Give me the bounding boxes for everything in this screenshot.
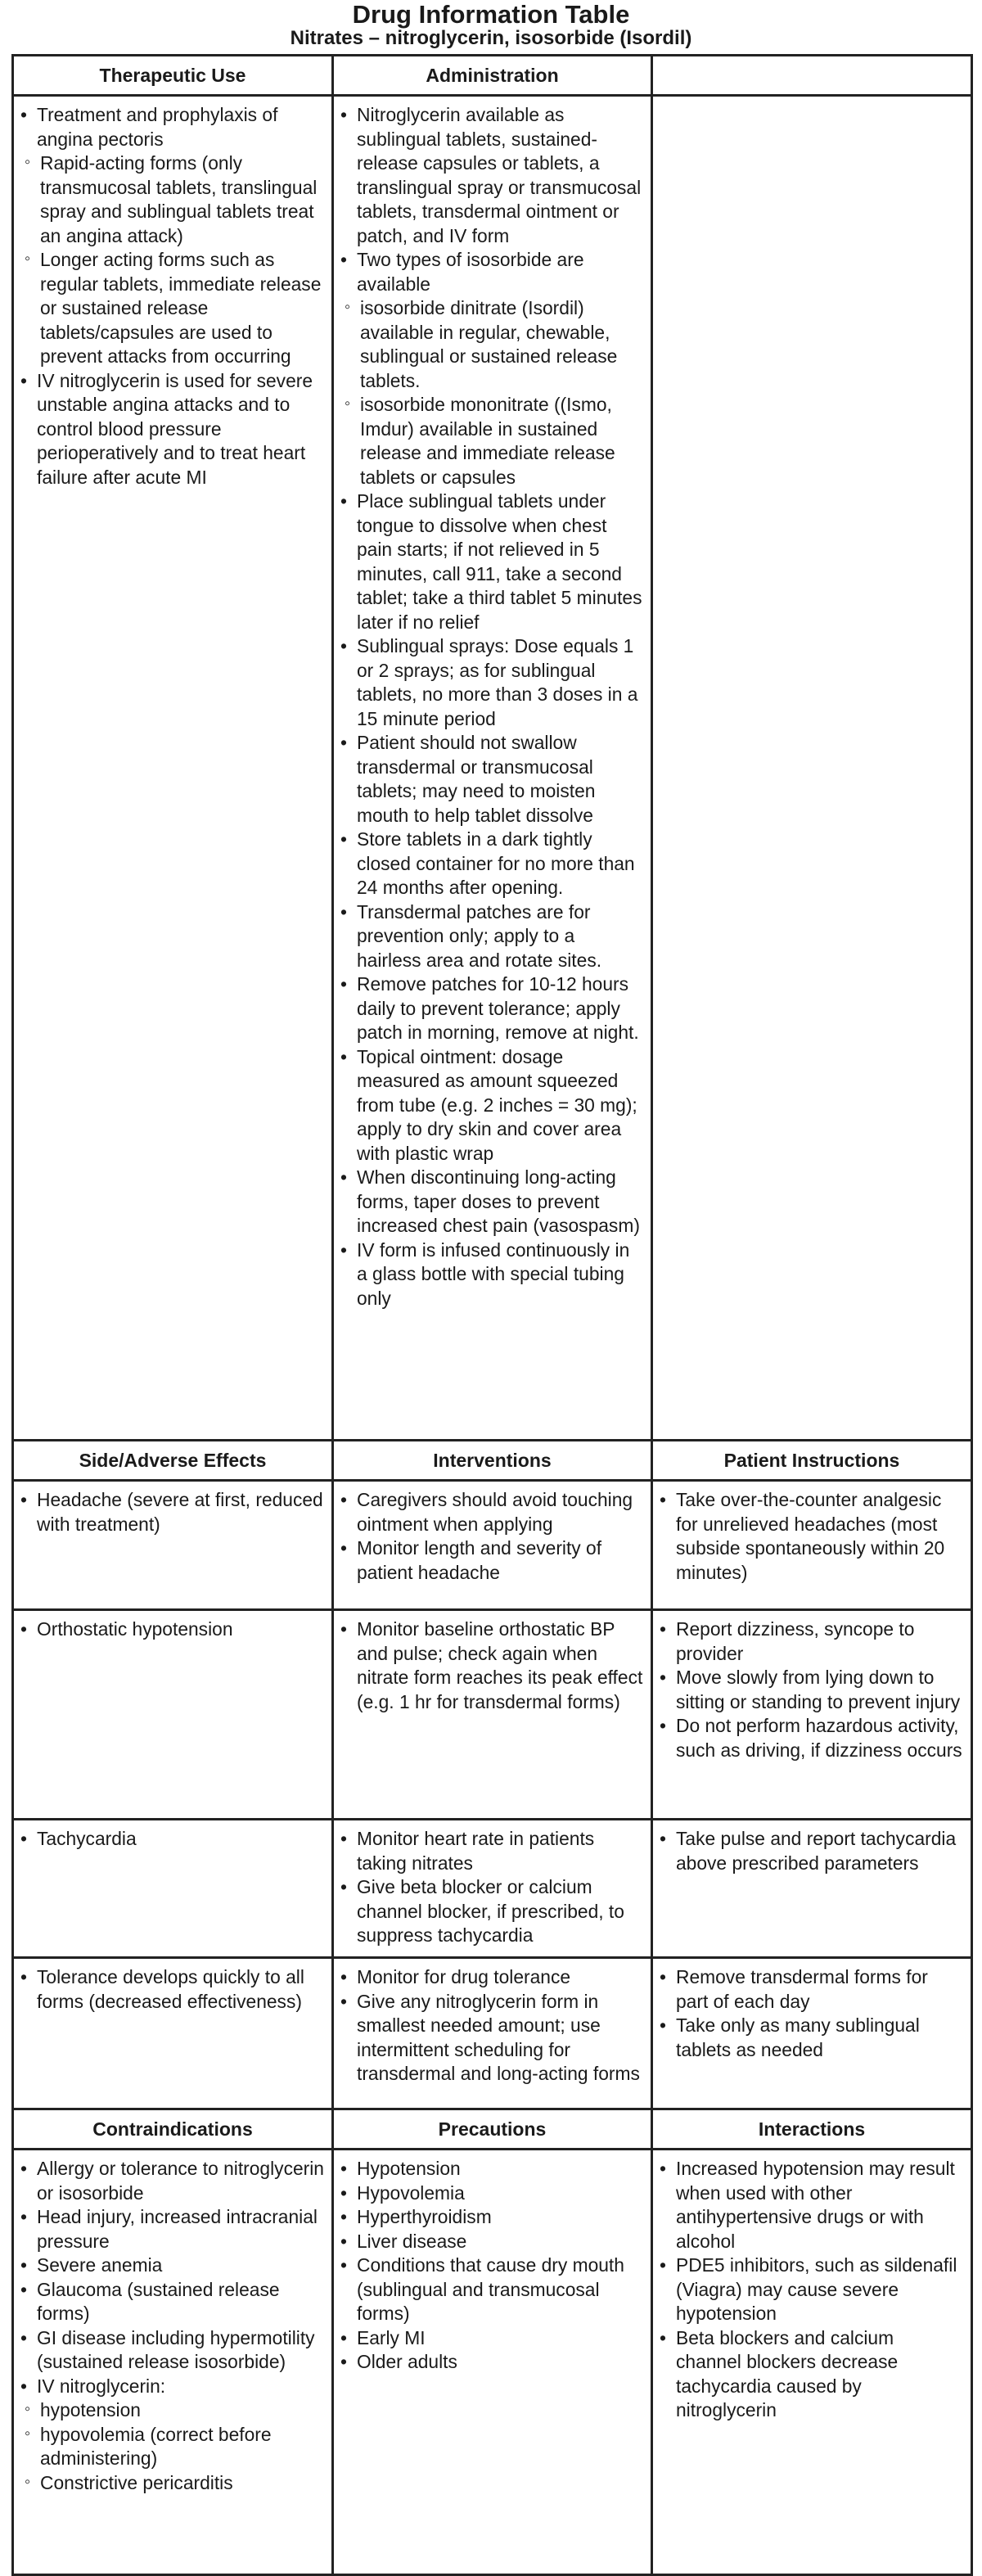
table-cell [13,1820,333,1958]
table-cell [333,1958,652,2109]
table-cell [652,1820,972,1958]
table-cell [13,1481,333,1610]
column-header: Side/Adverse Effects [13,1441,333,1481]
bullet-item: • IV nitroglycerin: [20,2375,325,2399]
table-row [13,2150,972,2575]
table-row [13,1820,972,1958]
column-header: Therapeutic Use [13,56,333,96]
table-body [13,56,972,2575]
bullet-item: • Severe anemia [20,2253,325,2278]
bullet-item: • Give beta blocker or calcium channel blocker, if prescribed, to suppress tachycardia [340,1875,644,1948]
bullet-item: • Hypovolemia [340,2181,644,2206]
header-row [13,56,972,96]
header-row [13,2109,972,2150]
table-row [13,1610,972,1820]
sub-bullet-item: ◦ isosorbide mononitrate ((Ismo, Imdur) available in sustained release and immediate release tablets or capsules [340,393,644,489]
bullet-item: • Beta blockers and calcium channel blockers decrease tachycardia caused by nitroglycerin [660,2326,964,2423]
bullet-list [660,2157,964,2423]
bullet-item: • Remove patches for 10-12 hours daily to prevent tolerance; apply patch in morning, remove at night. [340,972,644,1045]
table-row [13,1481,972,1610]
table-cell [652,1958,972,2109]
table-cell [13,96,333,1441]
bullet-list [20,1965,325,2014]
table-cell [333,96,652,1441]
bullet-list [20,103,325,489]
bullet-list [660,1617,964,1762]
column-header [652,56,972,96]
bullet-item: • Place sublingual tablets under tongue to dissolve when chest pain starts; if not relieved in 5 minutes, call 911, take a second tablet; take a third tablet 5 minutes later if no relief [340,489,644,634]
bullet-item: • Take over-the-counter analgesic for unrelieved headaches (most subside spontaneously within 20 minutes) [660,1488,964,1585]
header-row [13,1441,972,1481]
bullet-item: • Patient should not swallow transdermal or transmucosal tablets; may need to moisten mouth to help tablet dissolve [340,731,644,828]
bullet-item: • PDE5 inhibitors, such as sildenafil (Viagra) may cause severe hypotension [660,2253,964,2326]
column-header: Precautions [333,2109,652,2150]
bullet-item: • Liver disease [340,2230,644,2254]
bullet-list [340,103,644,1311]
column-header: Patient Instructions [652,1441,972,1481]
bullet-item: • Give any nitroglycerin form in smallest needed amount; use intermittent scheduling for transdermal and long-acting forms [340,1990,644,2087]
bullet-list [20,1488,325,1536]
bullet-item: • Glaucoma (sustained release forms) [20,2278,325,2326]
sub-bullet-item: ◦ isosorbide dinitrate (Isordil) available in regular, chewable, sublingual or sustained release tablets. [340,296,644,393]
bullet-list [340,1617,644,1714]
bullet-item: • Store tablets in a dark tightly closed container for no more than 24 months after opening. [340,828,644,900]
bullet-item: • Monitor baseline orthostatic BP and pulse; check again when nitrate form reaches its peak effect (e.g. 1 hr for transdermal forms) [340,1617,644,1714]
table-row [13,96,972,1441]
page-subtitle: Nitrates – nitroglycerin, isosorbide (Isordil) [290,27,692,49]
bullet-item: • IV form is infused continuously in a glass bottle with special tubing only [340,1238,644,1311]
bullet-item: • Older adults [340,2350,644,2375]
table-cell [333,2150,652,2575]
bullet-list [340,2157,644,2375]
table-cell [13,1958,333,2109]
bullet-item: • IV nitroglycerin is used for severe unstable angina attacks and to control blood pressure perioperatively and to treat heart failure after acute MI [20,369,325,490]
bullet-item: • Sublingual sprays: Dose equals 1 or 2 sprays; as for sublingual tablets, no more than 3 doses in a 15 minute period [340,634,644,731]
table-cell [333,1481,652,1610]
bullet-item: • Headache (severe at first, reduced with treatment) [20,1488,325,1536]
bullet-item: • Tachycardia [20,1827,325,1852]
bullet-item: • Two types of isosorbide are available [340,248,644,296]
bullet-list [340,1827,644,1948]
table-cell [333,1610,652,1820]
bullet-list [660,1965,964,2062]
table-row [13,1958,972,2109]
bullet-item: • Monitor for drug tolerance [340,1965,644,1990]
table-cell [652,96,972,1441]
sub-bullet-item: ◦ hypovolemia (correct before administering) [20,2423,325,2471]
bullet-item: • Do not perform hazardous activity, such as driving, if dizziness occurs [660,1714,964,1762]
column-header: Interventions [333,1441,652,1481]
table-cell [652,2150,972,2575]
sub-bullet-item: ◦ Constrictive pericarditis [20,2471,325,2496]
sub-bullet-item: ◦ Longer acting forms such as regular tablets, immediate release or sustained release tablets/capsules are used to prevent attacks from occurring [20,248,325,369]
bullet-item: • Allergy or tolerance to nitroglycerin or isosorbide [20,2157,325,2205]
column-header: Contraindications [13,2109,333,2150]
bullet-list [20,1617,325,1642]
bullet-item: • Caregivers should avoid touching ointment when applying [340,1488,644,1536]
bullet-item: • Tolerance develops quickly to all forms (decreased effectiveness) [20,1965,325,2014]
bullet-item: • Monitor heart rate in patients taking nitrates [340,1827,644,1875]
bullet-item: • When discontinuing long-acting forms, taper doses to prevent increased chest pain (vasospasm) [340,1166,644,1238]
bullet-list [20,1827,325,1852]
bullet-item: • Monitor length and severity of patient headache [340,1536,644,1585]
bullet-item: • Take pulse and report tachycardia above prescribed parameters [660,1827,964,1875]
bullet-list [660,1827,964,1875]
sub-bullet-item: ◦ Rapid-acting forms (only transmucosal tablets, translingual spray and sublingual tablets treat an angina attack) [20,151,325,248]
bullet-item: • Nitroglycerin available as sublingual tablets, sustained-release capsules or tablets, a translingual spray or transmucosal tablets, transdermal ointment or patch, and IV form [340,103,644,248]
column-header: Interactions [652,2109,972,2150]
bullet-item: • Report dizziness, syncope to provider [660,1617,964,1666]
column-header: Administration [333,56,652,96]
bullet-item: • Topical ointment: dosage measured as amount squeezed from tube (e.g. 2 inches = 30 mg); apply to dry skin and cover area with plastic wrap [340,1045,644,1166]
bullet-item: • Transdermal patches are for prevention only; apply to a hairless area and rotate sites. [340,900,644,973]
bullet-item: • Orthostatic hypotension [20,1617,325,1642]
table-cell [652,1481,972,1610]
drug-info-table [11,54,973,2576]
page-title: Drug Information Table [352,0,630,29]
bullet-item: • Early MI [340,2326,644,2351]
bullet-item: • Increased hypotension may result when used with other antihypertensive drugs or with alcohol [660,2157,964,2253]
table-cell [13,1610,333,1820]
bullet-item: • Hypotension [340,2157,644,2181]
bullet-list [20,2157,325,2495]
bullet-list [340,1965,644,2087]
bullet-item: • Remove transdermal forms for part of each day [660,1965,964,2014]
bullet-item: • Move slowly from lying down to sitting or standing to prevent injury [660,1666,964,1714]
sub-bullet-item: ◦ hypotension [20,2398,325,2423]
bullet-item: • Hyperthyroidism [340,2205,644,2230]
bullet-list [660,1488,964,1585]
table-cell [333,1820,652,1958]
bullet-item: • GI disease including hypermotility (sustained release isosorbide) [20,2326,325,2375]
table-cell [652,1610,972,1820]
bullet-item: • Conditions that cause dry mouth (sublingual and transmucosal forms) [340,2253,644,2326]
bullet-item: • Take only as many sublingual tablets as needed [660,2014,964,2062]
bullet-item: • Treatment and prophylaxis of angina pectoris [20,103,325,151]
bullet-list [340,1488,644,1585]
table-cell [13,2150,333,2575]
bullet-item: • Head injury, increased intracranial pressure [20,2205,325,2253]
